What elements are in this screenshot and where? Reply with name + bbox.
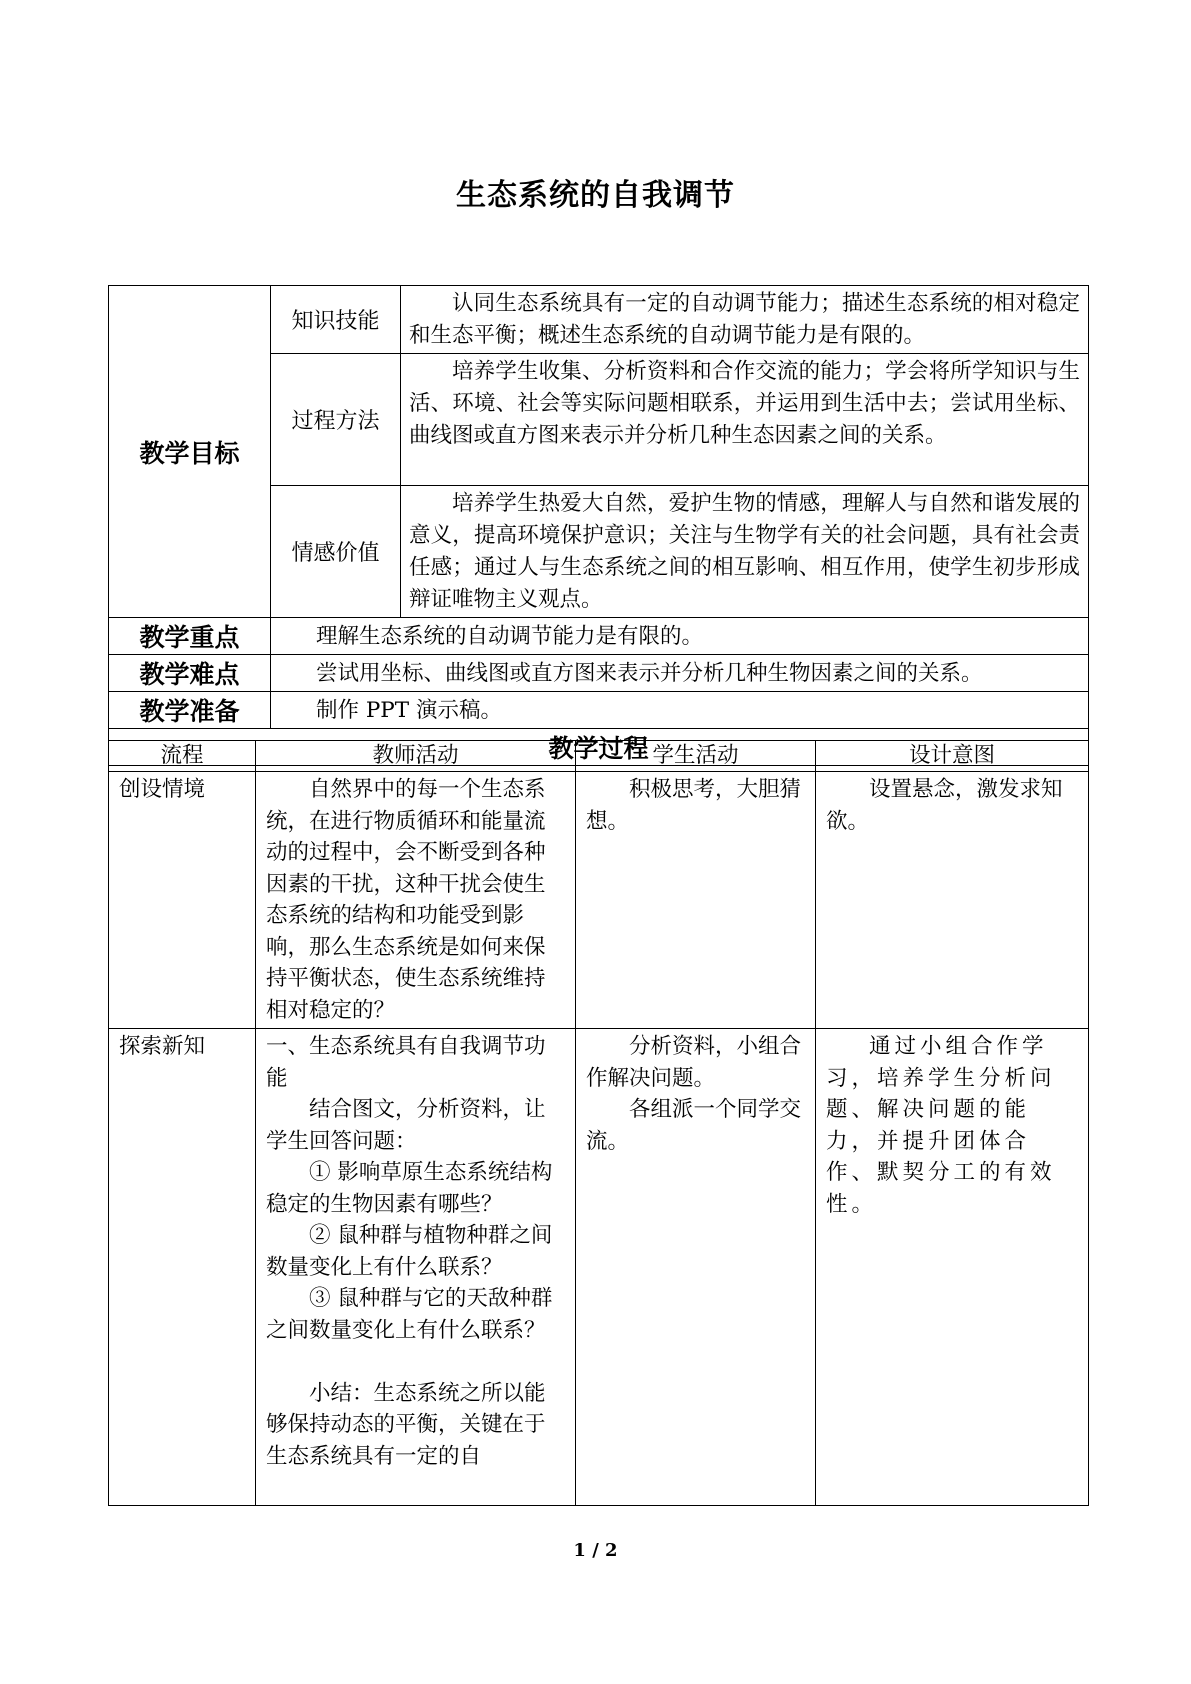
key-point-text: 理解生态系统的自动调节能力是有限的。	[271, 618, 1089, 655]
student-text: 积极思考，大胆猜想。	[586, 777, 802, 834]
key-point-label: 教学重点	[109, 618, 271, 655]
page-number: 1 / 2	[573, 1540, 618, 1561]
difficulty-text: 尝试用坐标、曲线图或直方图来表示并分析几种生物因素之间的关系。	[271, 655, 1089, 692]
preparation-text: 制作 PPT 演示稿。	[271, 692, 1089, 729]
knowledge-label: 知识技能	[271, 286, 401, 354]
teacher-intro: 结合图文，分析资料，让学生回答问题：	[266, 1097, 546, 1154]
teacher-question-2: ② 鼠种群与植物种群之间数量变化上有什么联系？	[266, 1223, 553, 1280]
table-row	[109, 772, 1089, 1029]
teacher-question-1: ① 影响草原生态系统结构稳定的生物因素有哪些？	[266, 1160, 553, 1217]
stage-text: 创设情境	[119, 777, 206, 802]
intent-text: 通过小组合作学习，培养学生分析问题、解决问题的能力，并提升团体合作、默契分工的有效性。	[826, 1034, 1056, 1217]
process-heading: 教学过程	[109, 729, 1089, 766]
student-text-2: 各组派一个同学交流。	[586, 1097, 802, 1154]
process-method-label: 过程方法	[271, 354, 401, 486]
col-header-student: 学生活动	[576, 741, 816, 772]
student-text-1: 分析资料，小组合作解决问题。	[586, 1034, 802, 1091]
stage-text: 探索新知	[119, 1034, 206, 1059]
knowledge-text: 认同生态系统具有一定的自动调节能力；描述生态系统的相对稳定和生态平衡；概述生态系统的自动调节能力是有限的。	[401, 286, 1089, 354]
teacher-summary: 小结：生态系统之所以能够保持动态的平衡，关键在于生态系统具有一定的自	[266, 1380, 546, 1469]
stage-cell	[109, 772, 256, 1029]
emotion-text: 培养学生热爱大自然，爱护生物的情感，理解人与自然和谐发展的意义，提高环境保护意识；关注与生物学有关的社会问题，具有社会责任感；通过人与生态系统之间的相互影响、相互作用，使学生初步形成辩证唯物主义观点。	[401, 486, 1089, 618]
objectives-table	[108, 285, 1089, 766]
process-method-text: 培养学生收集、分析资料和合作交流的能力；学会将所学知识与生活、环境、社会等实际问题相联系，并运用到生活中去；尝试用坐标、曲线图或直方图来表示并分析几种生态因素之间的关系。	[401, 354, 1089, 486]
col-header-stage: 流程	[109, 741, 256, 772]
student-cell	[576, 1029, 816, 1506]
teacher-cell	[256, 772, 576, 1029]
stage-cell	[109, 1029, 256, 1506]
objectives-label: 教学目标	[109, 286, 271, 618]
intent-cell	[816, 772, 1089, 1029]
student-cell	[576, 772, 816, 1029]
spacer	[266, 1346, 565, 1378]
intent-text: 设置悬念，激发求知欲。	[826, 777, 1063, 834]
intent-cell	[816, 1029, 1089, 1506]
table-row	[109, 1029, 1089, 1506]
teacher-cell	[256, 1029, 576, 1506]
difficulty-label: 教学难点	[109, 655, 271, 692]
teacher-heading: 一、生态系统具有自我调节功能	[266, 1034, 546, 1091]
page-title: 生态系统的自我调节	[456, 178, 735, 213]
teacher-question-3: ③ 鼠种群与它的天敌种群之间数量变化上有什么联系？	[266, 1286, 553, 1343]
col-header-teacher: 教师活动	[256, 741, 576, 772]
preparation-label: 教学准备	[109, 692, 271, 729]
process-table	[108, 740, 1089, 1506]
teacher-text: 自然界中的每一个生态系统，在进行物质循环和能量流动的过程中，会不断受到各种因素的干扰，这种干扰会使生态系统的结构和功能受到影响，那么生态系统是如何来保持平衡状态，使生态系统维持相对稳定的？	[266, 777, 546, 1023]
emotion-label: 情感价值	[271, 486, 401, 618]
col-header-intent: 设计意图	[816, 741, 1089, 772]
